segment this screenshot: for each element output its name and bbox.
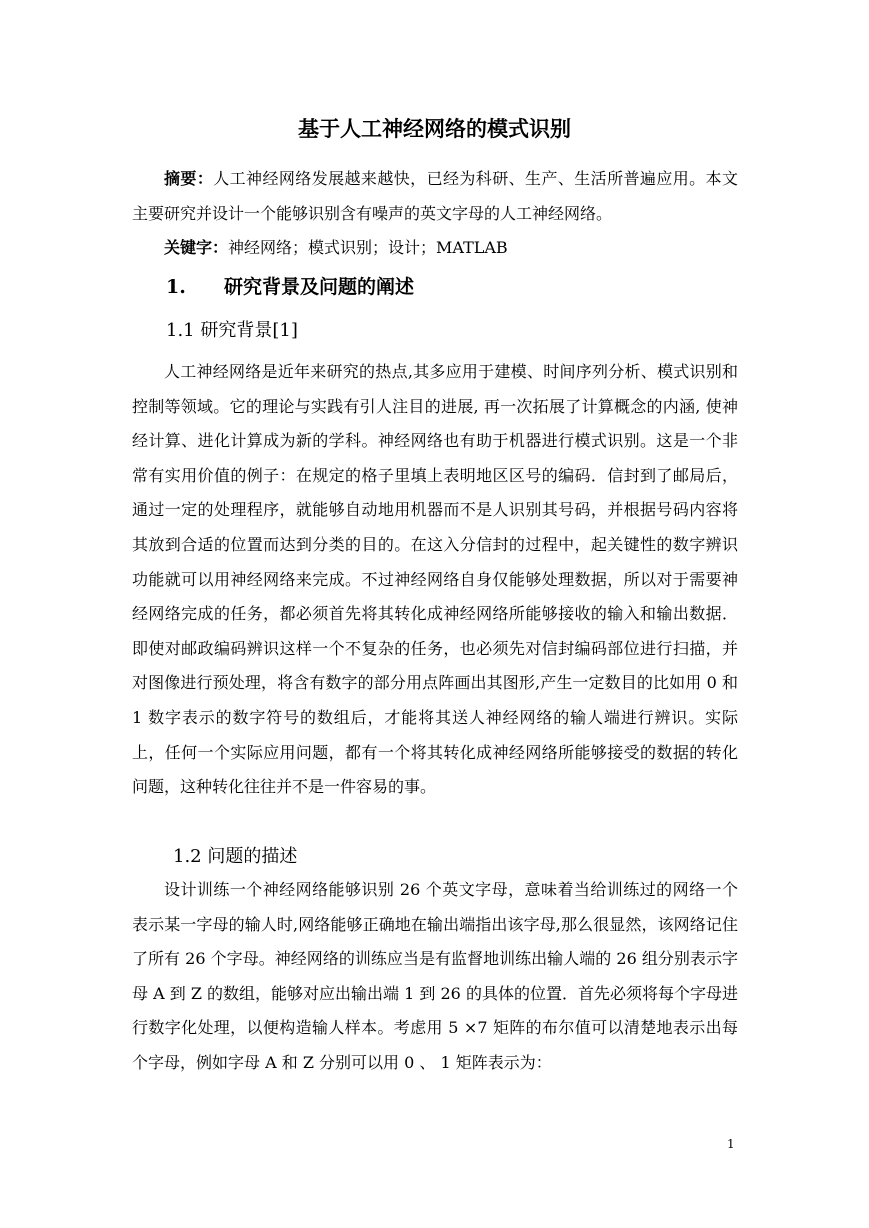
- paper-title: 基于人工神经网络的模式识别: [298, 116, 571, 141]
- section-1-2-heading: 1.2 问题的描述: [173, 846, 298, 867]
- keywords-text: 神经网络；模式识别；设计；MATLAB: [228, 238, 508, 257]
- section-1-title: 研究背景及问题的阐述: [224, 276, 415, 298]
- abstract-text: 人工神经网络发展越来越快，已经为科研、生产、生活所普遍应用。本文主要研究并设计一个能够识别含有噪声的英文字母的人工神经网络。: [132, 169, 738, 223]
- section-1-1-paragraph: 人工神经网络是近年来研究的热点,其多应用于建模、时间序列分析、模式识别和控制等领域。它的理论与实践有引人注目的进展, 再一次拓展了计算概念的内涵, 使神经计算、进化计算成为新的学科。神经网络也有助于机器进行模式识别。这是一个非常有实用价值的例子：在规定的格子里填上表明地区区号的编码．信封到了邮局后，通过一定的处理程序，就能够自动地用机器而不是人识别其号码，并根据号码内容将其放到合适的位置而达到分类的目的。在这入分信封的过程中，起关键性的数字辨识功能就可以用神经网络来完成。不过神经网络自身仅能够处理数据，所以对于需要神经网络完成的任务，都必须首先将其转化成神经网络所能够接收的输入和输出数据．即使对邮政编码辨识这样一个不复杂的任务，也必须先对信封编码部位进行扫描，并对图像进行预处理，将含有数字的部分用点阵画出其图形,产生一定数目的比如用 0 和 1 数字表示的数字符号的数组后，才能将其送人神经网络的输人端进行辨识。实际上，任何一个实际应用问题，都有一个将其转化成神经网络所能够接受的数据的转化问题，这种转化往往并不是一件容易的事。: [132, 362, 738, 797]
- section-1-1-heading: 1.1 研究背景[1]: [166, 320, 298, 341]
- abstract-label: 摘要：: [164, 169, 214, 188]
- page-number: 1: [727, 1137, 735, 1151]
- section-1-number: 1.: [166, 276, 186, 298]
- section-1-2-paragraph: 设计训练一个神经网络能够识别 26 个英文字母，意味着当给训练过的网络一个表示某一字母的输人时,网络能够正确地在输出端指出该字母,那么很显然，该网络记住了所有 26 个字母。神经网络的训练应当是有监督地训练出输人端的 26 组分别表示字母 A 到 Z 的数组，能够对应出输出端 1 到 26 的具体的位置．首先必须将每个字母进行数字化处理，以便构造输人样本。考虑用 5 ×7 矩阵的布尔值可以清楚地表示出每个字母，例如字母 A 和 Z 分别可以用 0 、 1 矩阵表示为：: [132, 880, 738, 1072]
- keywords: [132, 231, 738, 266]
- section-1-heading: [166, 270, 414, 304]
- abstract: [132, 162, 738, 231]
- keywords-label: 关键字：: [164, 238, 229, 257]
